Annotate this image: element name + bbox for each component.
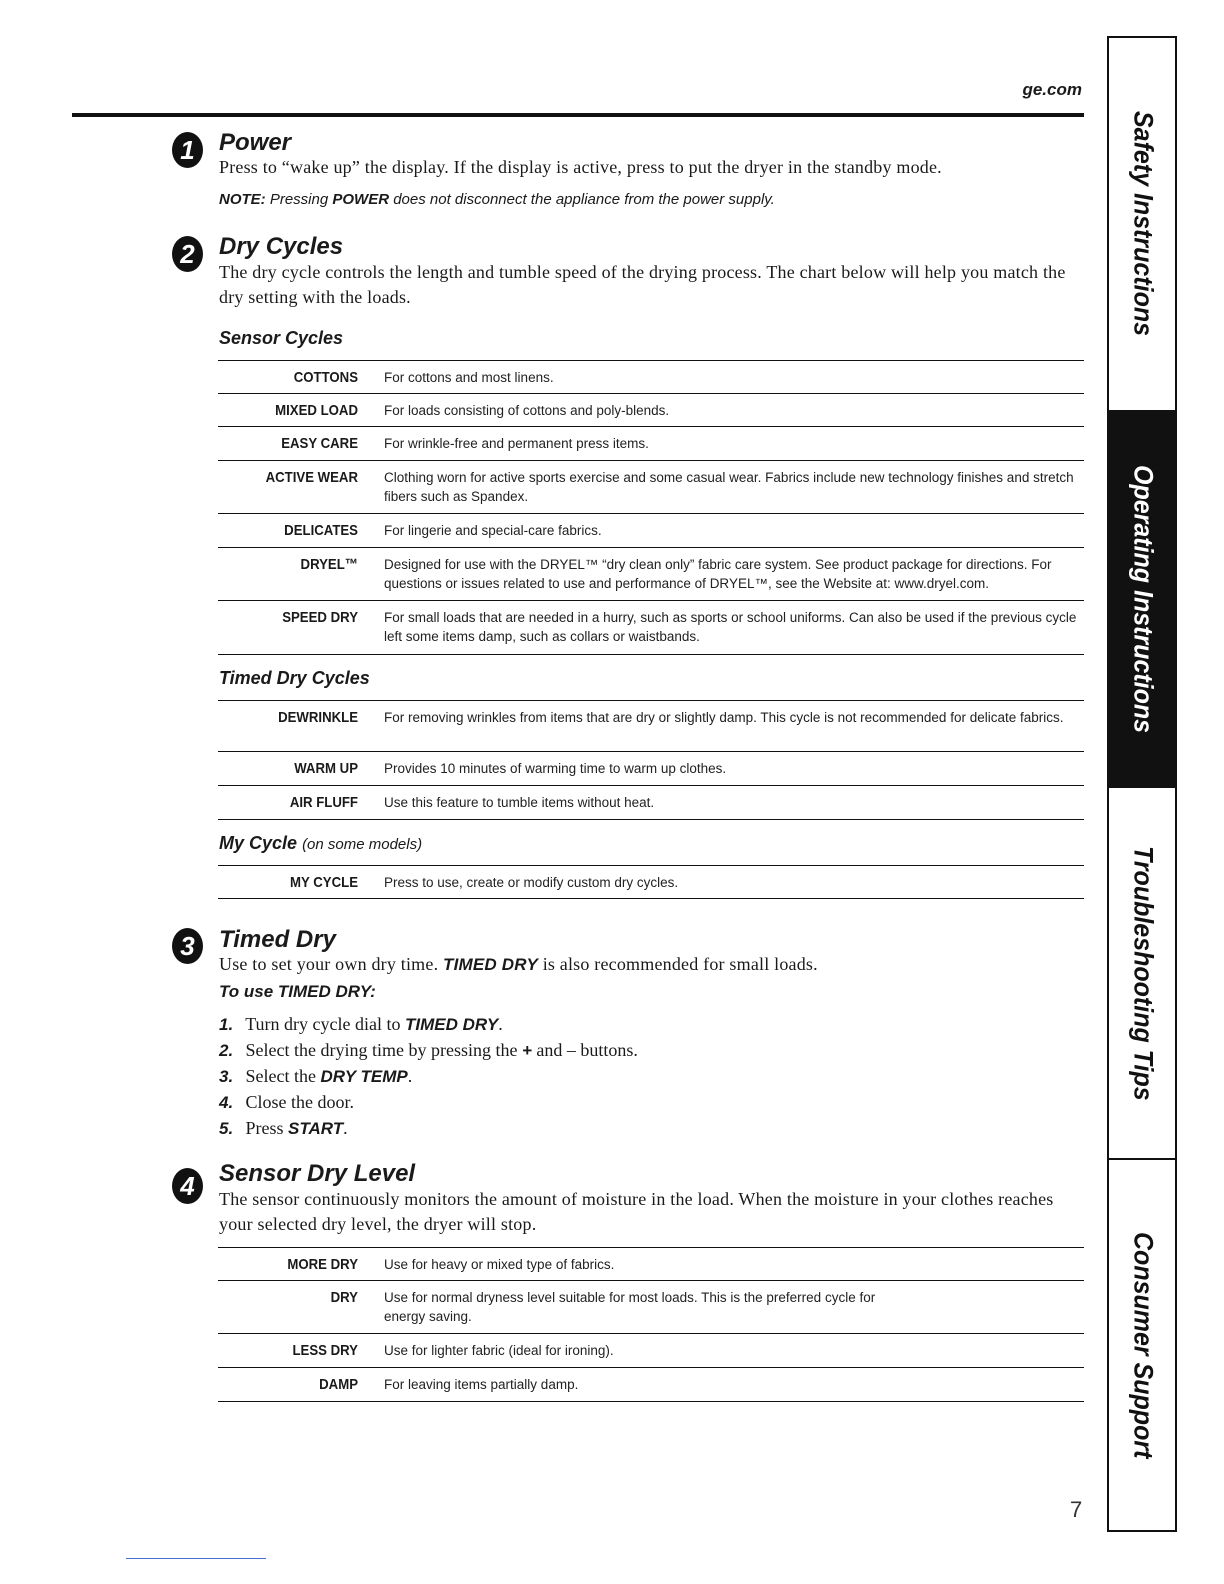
level-desc: Use for lighter fabric (ideal for ironing). — [384, 1343, 614, 1358]
body-text: is also recommended for small loads. — [542, 954, 818, 974]
cycle-name: ACTIVE WEAR — [265, 469, 358, 486]
sensor-dry-level-table — [218, 1247, 1084, 1402]
table-row — [218, 601, 1084, 655]
level-name: LESS DRY — [292, 1342, 358, 1359]
cycle-desc: For cottons and most linens. — [384, 370, 554, 385]
note-text: does not disconnect the appliance from the power supply. — [393, 191, 775, 208]
table-row — [218, 461, 1084, 514]
cycle-desc: Clothing worn for active sports exercise and some casual wear. Fabrics include new technology finishes and stretch fibers such as Spandex. — [384, 470, 1074, 504]
cycle-name: AIR FLUFF — [289, 794, 358, 811]
sensor-dry-level-title: Sensor Dry Level — [219, 1160, 416, 1187]
table-row — [218, 1281, 1084, 1334]
cycle-name: EASY CARE — [281, 435, 358, 452]
note-bold: POWER — [332, 191, 390, 208]
my-cycle-heading-note: (on some models) — [302, 836, 423, 853]
note-text: Pressing — [269, 191, 329, 208]
table-row — [218, 866, 1084, 899]
step-text: . — [407, 1066, 413, 1086]
cycle-desc: For removing wrinkles from items that are dry or slightly damp. This cycle is not recommended for delicate fabrics. — [384, 710, 1064, 725]
level-desc: For leaving items partially damp. — [384, 1377, 579, 1392]
step-text: Turn dry cycle dial to — [245, 1014, 401, 1034]
step-item — [219, 1063, 638, 1089]
table-row — [218, 752, 1084, 786]
cycle-name: SPEED DRY — [282, 609, 358, 626]
section-number-badge: 3 — [172, 928, 203, 964]
table-row — [218, 701, 1084, 752]
cycle-desc: Use this feature to tumble items without heat. — [384, 795, 655, 810]
step-text: and – buttons. — [536, 1040, 638, 1060]
cycle-name: WARM UP — [294, 760, 358, 777]
tab-operating-instructions[interactable] — [1109, 412, 1175, 788]
timed-dry-cycles-table — [218, 700, 1084, 820]
cycle-name: DELICATES — [284, 522, 358, 539]
step-text: Select the drying time by pressing the — [245, 1040, 518, 1060]
sensor-cycles-table — [218, 360, 1084, 655]
table-row — [218, 514, 1084, 548]
timed-dry-body — [219, 952, 1079, 977]
page-number: 7 — [1070, 1497, 1083, 1522]
step-item — [219, 1089, 638, 1115]
step-text: Select the — [245, 1066, 316, 1086]
tab-consumer-support[interactable] — [1109, 1160, 1175, 1530]
cycle-name: DEWRINKLE — [278, 709, 358, 726]
power-title: Power — [219, 129, 292, 156]
step-number: 5. — [219, 1119, 234, 1138]
table-row — [218, 394, 1084, 427]
cycle-desc: For loads consisting of cottons and poly-blends. — [384, 403, 670, 418]
cycle-desc: For small loads that are needed in a hurry, such as sports or school uniforms. Can also be used if the previous cycle left some items damp, such as collars or waistbands. — [384, 610, 1077, 644]
footer-line — [126, 1558, 266, 1559]
step-number: 1. — [219, 1015, 234, 1034]
site-url: ge.com — [1022, 80, 1082, 99]
my-cycle-table — [218, 865, 1084, 899]
tab-safety-instructions[interactable] — [1109, 38, 1175, 412]
power-note — [219, 191, 775, 208]
dry-cycles-body: The dry cycle controls the length and tumble speed of the drying process. The chart below will help you match the dry setting with the loads. — [219, 262, 1066, 307]
step-number: 4. — [219, 1093, 234, 1112]
timed-dry-cycles-heading: Timed Dry Cycles — [219, 668, 370, 688]
tab-troubleshooting-tips[interactable] — [1109, 788, 1175, 1160]
cycle-desc: For wrinkle-free and permanent press items. — [384, 436, 649, 451]
step-item — [219, 1011, 638, 1037]
step-item — [219, 1037, 638, 1063]
cycle-name: MIXED LOAD — [275, 402, 358, 419]
step-bold: START — [288, 1119, 344, 1138]
step-text: . — [498, 1014, 503, 1034]
level-desc: Use for normal dryness level suitable for most loads. This is the preferred cycle for energy saving. — [384, 1290, 876, 1324]
cycle-name: DRYEL™ — [300, 556, 358, 573]
level-desc: Use for heavy or mixed type of fabrics. — [384, 1257, 615, 1272]
timed-dry-howto: To use TIMED DRY: — [219, 982, 376, 1001]
sensor-dry-level-body: The sensor continuously monitors the amount of moisture in the load. When the moisture in your clothes reaches your selected dry level, the dryer will stop. — [219, 1189, 1054, 1234]
my-cycle-heading-text: My Cycle — [219, 833, 298, 853]
section-number-badge: 4 — [172, 1168, 203, 1204]
cycle-desc: Press to use, create or modify custom dry cycles. — [384, 875, 679, 890]
tab-label: Operating Instructions — [1127, 464, 1158, 734]
cycle-name: COTTONS — [293, 369, 358, 386]
table-row — [218, 1248, 1084, 1281]
step-text: Press — [245, 1118, 284, 1138]
tab-label: Safety Instructions — [1127, 111, 1158, 337]
step-bold: DRY TEMP — [320, 1067, 408, 1086]
step-text: Close the door. — [245, 1092, 354, 1112]
my-cycle-heading — [219, 833, 422, 854]
body-bold: TIMED DRY — [442, 955, 538, 974]
cycle-desc: For lingerie and special-care fabrics. — [384, 523, 602, 538]
table-row — [218, 1334, 1084, 1368]
table-row — [218, 361, 1084, 394]
table-row — [218, 786, 1084, 820]
table-row — [218, 1368, 1084, 1402]
cycle-desc: Provides 10 minutes of warming time to warm up clothes. — [384, 761, 727, 776]
step-item — [219, 1115, 638, 1141]
timed-dry-title: Timed Dry — [219, 926, 336, 953]
section-number-badge: 2 — [172, 236, 203, 272]
step-number: 2. — [219, 1041, 234, 1060]
power-body: Press to “wake up” the display. If the display is active, press to put the dryer in the standby mode. — [219, 157, 942, 177]
step-bold: + — [521, 1041, 532, 1060]
step-bold: TIMED DRY — [405, 1015, 499, 1034]
top-rule — [72, 113, 1084, 117]
step-text: . — [343, 1118, 348, 1138]
table-row — [218, 427, 1084, 461]
level-name: DRY — [330, 1289, 358, 1306]
level-name: MORE DRY — [287, 1256, 358, 1273]
sensor-cycles-heading: Sensor Cycles — [219, 328, 344, 348]
cycle-name: MY CYCLE — [290, 874, 358, 891]
tab-label: Troubleshooting Tips — [1127, 845, 1158, 1101]
step-number: 3. — [219, 1067, 234, 1086]
cycle-desc: Designed for use with the DRYEL™ “dry clean only” fabric care system. See product package for directions. For questions or issues related to use and performance of DRYEL™, see the Website at: www.dryel.com. — [384, 557, 1052, 591]
table-row — [218, 548, 1084, 601]
section-tabs — [1107, 36, 1177, 1532]
section-number-badge: 1 — [172, 132, 203, 168]
note-label: NOTE: — [219, 191, 266, 208]
body-text: Use to set your own dry time. — [219, 954, 439, 974]
dry-cycles-title: Dry Cycles — [219, 233, 344, 260]
timed-dry-steps — [219, 1011, 638, 1141]
tab-label: Consumer Support — [1127, 1231, 1158, 1459]
level-name: DAMP — [319, 1376, 358, 1393]
